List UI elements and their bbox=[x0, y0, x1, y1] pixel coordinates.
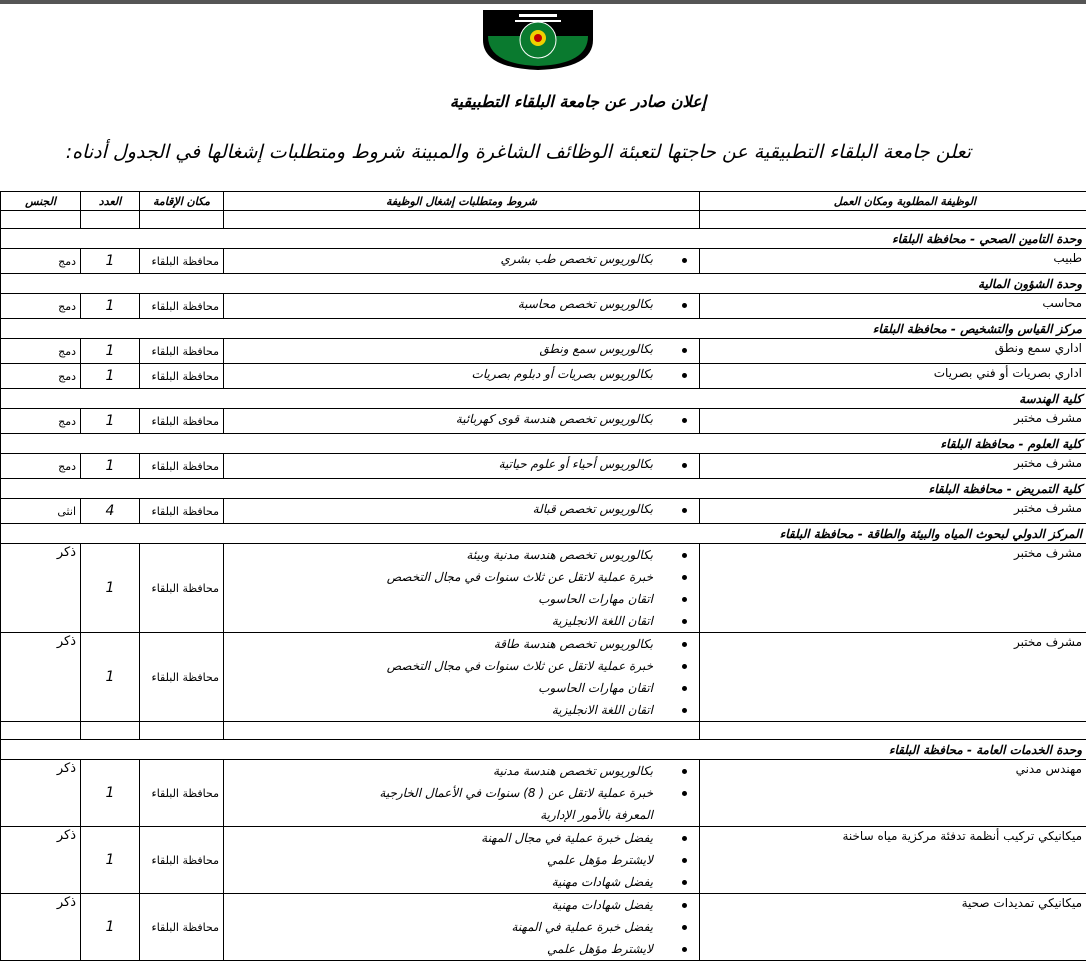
place-cell: محافظة البلقاء bbox=[140, 294, 224, 319]
requirement-item: خبرة عملية لاتقل عن ثلاث سنوات في مجال التخصص bbox=[228, 655, 695, 677]
gender-cell: ذكر bbox=[1, 633, 81, 722]
requirement-item: بكالوريوس بصريات أو دبلوم بصريات bbox=[228, 364, 695, 384]
section-row: وحدة التامين الصحي - محافظة البلقاء bbox=[1, 229, 1086, 249]
gender-cell: دمج bbox=[1, 339, 81, 364]
requirement-item: يفضل خبرة عملية في مجال المهنة bbox=[228, 827, 695, 849]
place-cell: محافظة البلقاء bbox=[140, 827, 224, 894]
requirement-item: بكالوريوس تخصص قبالة bbox=[228, 499, 695, 519]
university-logo bbox=[479, 6, 597, 72]
table-row bbox=[1, 633, 1086, 722]
place-cell: محافظة البلقاء bbox=[140, 544, 224, 633]
jobs-table bbox=[0, 191, 1086, 961]
requirement-item: خبرة عملية لاتقل عن ( 8) سنوات في الأعمال الخارجية المعرفة بالأمور الإدارية bbox=[373, 782, 695, 826]
table-header-row bbox=[1, 192, 1086, 211]
requirement-item: بكالوريوس تخصص هندسة مدنية bbox=[228, 760, 695, 782]
requirement-item: بكالوريوس تخصص هندسة طاقة bbox=[228, 633, 695, 655]
job-title: محاسب bbox=[700, 294, 1086, 319]
requirement-item: خبرة عملية لاتقل عن ثلاث سنوات في مجال التخصص bbox=[228, 566, 695, 588]
place-cell: محافظة البلقاء bbox=[140, 409, 224, 434]
table-row bbox=[1, 364, 1086, 389]
page-title: إعلان صادر عن جامعة البلقاء التطبيقية bbox=[0, 92, 1086, 111]
table-row bbox=[1, 544, 1086, 633]
table-row bbox=[1, 454, 1086, 479]
job-title: مشرف مختبر bbox=[700, 409, 1086, 434]
requirement-item: بكالوريوس تخصص هندسة مدنية وبيئة bbox=[228, 544, 695, 566]
gender-cell: دمج bbox=[1, 249, 81, 274]
top-border bbox=[0, 0, 1086, 4]
header-gender: الجنس bbox=[1, 192, 81, 211]
header-job: الوظيفة المطلوبة ومكان العمل bbox=[700, 192, 1086, 211]
job-title: طبيب bbox=[700, 249, 1086, 274]
job-title: اداري بصريات أو فني بصريات bbox=[700, 364, 1086, 389]
requirement-item: بكالوريوس تخصص محاسبة bbox=[228, 294, 695, 314]
place-cell: محافظة البلقاء bbox=[140, 499, 224, 524]
header-requirements: شروط ومتطلبات إشغال الوظيفة bbox=[224, 192, 700, 211]
place-cell: محافظة البلقاء bbox=[140, 249, 224, 274]
intro-text: تعلن جامعة البلقاء التطبيقية عن حاجتها لتعبئة الوظائف الشاغرة والمبينة شروط ومتطلبات إشغالها في الجدول أدناه: bbox=[66, 141, 971, 163]
job-title: مشرف مختبر bbox=[700, 544, 1086, 633]
spacer-row bbox=[1, 722, 1086, 740]
table-row bbox=[1, 827, 1086, 894]
requirement-item: اتقان اللغة الانجليزية bbox=[228, 699, 695, 721]
table-row bbox=[1, 249, 1086, 274]
gender-cell: ذكر bbox=[1, 760, 81, 827]
requirement-item: يفضل خبرة عملية في المهنة bbox=[228, 916, 695, 938]
gender-cell: دمج bbox=[1, 409, 81, 434]
requirement-item: لايشترط مؤهل علمي bbox=[228, 938, 695, 960]
count-cell: 1 bbox=[81, 633, 140, 722]
gender-cell: ذكر bbox=[1, 827, 81, 894]
job-title: ميكانيكي تركيب أنظمة تدفئة مركزية مياه ساخنة bbox=[700, 827, 1086, 894]
section-row: كلية الهندسة bbox=[1, 389, 1086, 409]
place-cell: محافظة البلقاء bbox=[140, 454, 224, 479]
place-cell: محافظة البلقاء bbox=[140, 364, 224, 389]
job-title: ميكانيكي تمديدات صحية bbox=[700, 894, 1086, 961]
job-title: مشرف مختبر bbox=[700, 454, 1086, 479]
header-count: العدد bbox=[81, 192, 140, 211]
count-cell: 1 bbox=[81, 760, 140, 827]
count-cell: 1 bbox=[81, 294, 140, 319]
section-row: المركز الدولي لبحوث المياه والبيئة والطاقة - محافظة البلقاء bbox=[1, 524, 1086, 544]
count-cell: 1 bbox=[81, 249, 140, 274]
count-cell: 1 bbox=[81, 894, 140, 961]
spacer-row bbox=[1, 211, 1086, 229]
count-cell: 1 bbox=[81, 454, 140, 479]
gender-cell: انثى bbox=[1, 499, 81, 524]
place-cell: محافظة البلقاء bbox=[140, 760, 224, 827]
section-row: وحدة الخدمات العامة - محافظة البلقاء bbox=[1, 740, 1086, 760]
requirement-item: بكالوريوس تخصص طب بشري bbox=[228, 249, 695, 269]
requirement-item: اتقان مهارات الحاسوب bbox=[228, 677, 695, 699]
header-place: مكان الإقامة bbox=[140, 192, 224, 211]
section-row: وحدة الشؤون المالية bbox=[1, 274, 1086, 294]
gender-cell: دمج bbox=[1, 364, 81, 389]
gender-cell: دمج bbox=[1, 454, 81, 479]
table-row bbox=[1, 499, 1086, 524]
table-row bbox=[1, 409, 1086, 434]
count-cell: 1 bbox=[81, 409, 140, 434]
place-cell: محافظة البلقاء bbox=[140, 339, 224, 364]
requirement-item: بكالوريوس سمع ونطق bbox=[228, 339, 695, 359]
requirement-item: بكالوريوس تخصص هندسة قوى كهربائية bbox=[228, 409, 695, 429]
section-row: مركز القياس والتشخيص - محافظة البلقاء bbox=[1, 319, 1086, 339]
requirement-item: بكالوريوس أحياء أو علوم حياتية bbox=[228, 454, 695, 474]
table-row bbox=[1, 339, 1086, 364]
count-cell: 1 bbox=[81, 339, 140, 364]
requirement-item: يفضل شهادات مهنية bbox=[228, 871, 695, 893]
place-cell: محافظة البلقاء bbox=[140, 633, 224, 722]
job-title: اداري سمع ونطق bbox=[700, 339, 1086, 364]
section-row: كلية التمريض - محافظة البلقاء bbox=[1, 479, 1086, 499]
job-title: مشرف مختبر bbox=[700, 499, 1086, 524]
count-cell: 1 bbox=[81, 827, 140, 894]
requirement-item: اتقان اللغة الانجليزية bbox=[228, 610, 695, 632]
table-row bbox=[1, 894, 1086, 961]
requirement-item: اتقان مهارات الحاسوب bbox=[228, 588, 695, 610]
gender-cell: دمج bbox=[1, 294, 81, 319]
job-title: مشرف مختبر bbox=[700, 633, 1086, 722]
requirement-item: لايشترط مؤهل علمي bbox=[228, 849, 695, 871]
place-cell: محافظة البلقاء bbox=[140, 894, 224, 961]
gender-cell: ذكر bbox=[1, 544, 81, 633]
requirement-item: يفضل شهادات مهنية bbox=[228, 894, 695, 916]
table-row bbox=[1, 294, 1086, 319]
section-row: كلية العلوم - محافظة البلقاء bbox=[1, 434, 1086, 454]
job-title: مهندس مدني bbox=[700, 760, 1086, 827]
count-cell: 1 bbox=[81, 544, 140, 633]
count-cell: 1 bbox=[81, 364, 140, 389]
table-row bbox=[1, 760, 1086, 827]
gender-cell: ذكر bbox=[1, 894, 81, 961]
count-cell: 4 bbox=[81, 499, 140, 524]
